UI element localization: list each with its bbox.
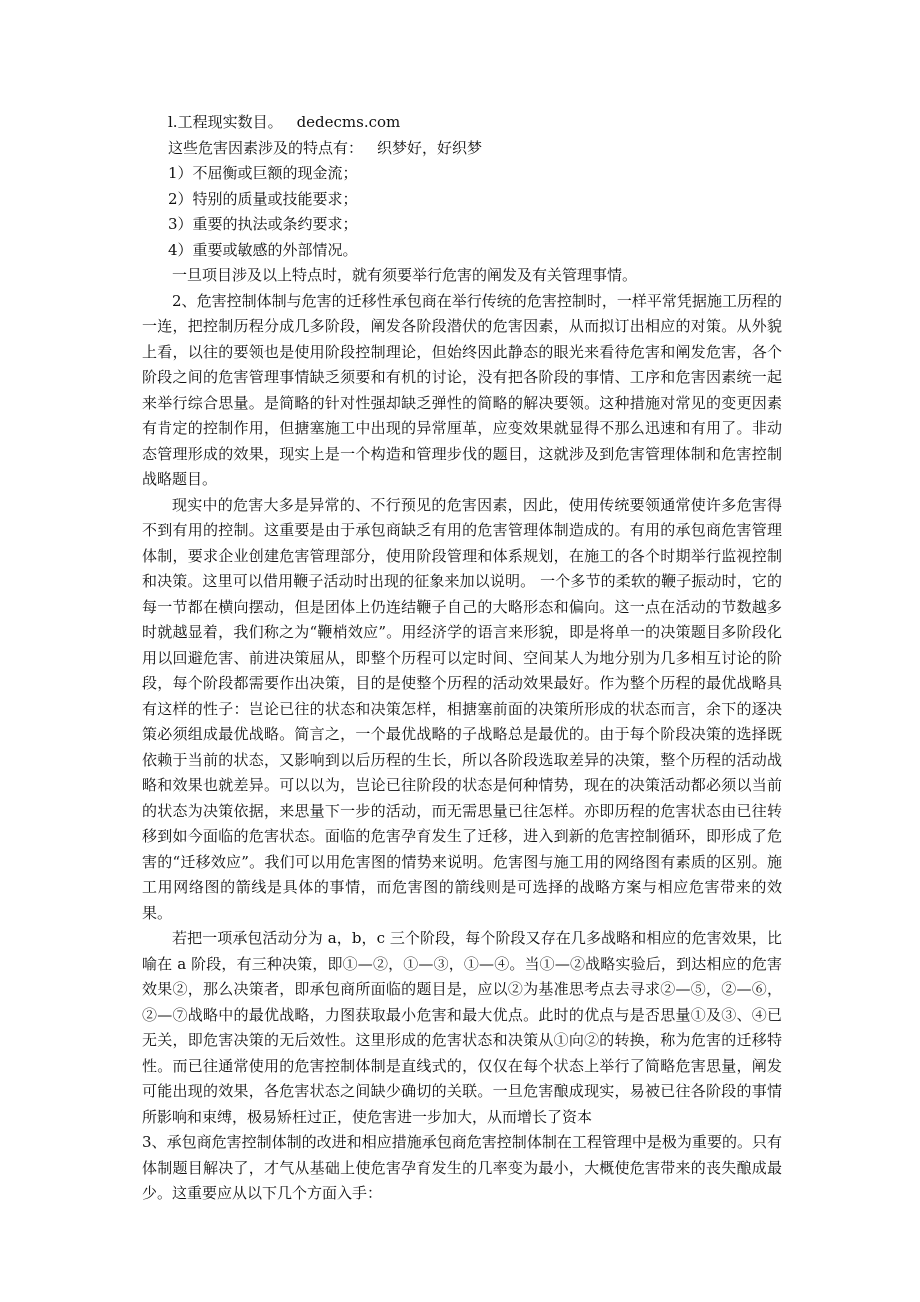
paragraph-2: 2、危害控制体制与危害的迁移性承包商在举行传统的危害控制时，一样平常凭据施工历程的一连，把控制历程分成几多阶段，阐发各阶段潜伏的危害因素，从而拟订出相应的对策。从外貌上看，以往的要领也是使用阶段控制理论，但始终因此静态的眼光来看待危害和阐发危害，各个阶段之间的危害管理事情缺乏须要和有机的讨论，没有把各阶段的事情、工序和危害因素统一起来举行综合思量。是简略的针对性强却缺乏弹性的简略的解决要领。这种措施对常见的变更因素有肯定的控制作用，但搪塞施工中出现的异常厘革，应变效果就显得不那么迅速和有用了。非动态管理形成的效果，现实上是一个构造和管理步伐的题目，这就涉及到危害管理体制和危害控制战略题目。 [142, 291, 782, 488]
paragraph-4: 若把一项承包活动分为 a，b，c 三个阶段，每个阶段又存在几多战略和相应的危害效果，比喻在 a 阶段，有三种决策，即①—②，①—③，①—④。当①—②战略实验后，到达相应的危害效果②，那么决策者，即承包商所面临的题目是，应以②为基准思考点去寻求②—⑤，②—⑥，②—⑦战略中的最优战略，力图获取最小危害和最大优点。此时的优点与是否思量①及③、④已无关，即危害决策的无后效性。这里形成的危害状态和决策从①向②的转换，称为危害的迁移特性。而已往通常使用的危害控制体制是直线式的，仅仅在每个状态上举行了简略危害思量，阐发可能出现的效果，各危害状态之间缺少确切的关联。一旦危害酿成现实，易被已往各阶段的事情所影响和束缚，极易矫枉过正，使危害进一步加大，从而增长了资本 [142, 929, 782, 1126]
heading-text: l.工程现实数目。 [168, 113, 283, 131]
intro-note: 织梦好，好织梦 [377, 138, 483, 157]
list-item: 1）不屈衡或巨额的现金流； [168, 164, 358, 182]
intro-label: 这些危害因素涉及的特点有： [168, 138, 364, 157]
paragraph-1: 一旦项目涉及以上特点时，就有须要举行危害的阐发及有关管理事情。 [172, 266, 638, 284]
paragraph-5: 3、承包商危害控制体制的改进和相应措施承包商危害控制体制在工程管理中是极为重要的。只有体制题目解决了，才气从基础上使危害孕育发生的几率变为最小，大概使危害带来的丧失酿成最少。这重要应从以下几个方面入手： [142, 1133, 782, 1202]
section-heading [142, 110, 782, 136]
document-page [142, 110, 782, 1207]
list-item: 3）重要的执法或条约要求； [168, 215, 358, 233]
paragraph-3: 现实中的危害大多是异常的、不行预见的危害因素，因此，使用传统要领通常使许多危害得不到有用的控制。这重要是由于承包商缺乏有用的危害管理体制造成的。有用的承包商危害管理体制，要求企业创建危害管理部分，使用阶段管理和体系规划，在施工的各个时期举行监视控制和决策。这里可以借用鞭子活动时出现的征象来加以说明。 一个多节的柔软的鞭子振动时，它的每一节都在横向摆动，但是团体上仍连结鞭子自己的大略形态和偏向。这一点在活动的节数越多时就越显着，我们称之为“鞭梢效应”。用经济学的语言来形貌，即是将单一的决策题目多阶段化用以回避危害、前进决策屈从，即整个历程可以定时间、空间某人为地分别为几多相互讨论的阶段，每个阶段都需要作出决策，目的是使整个历程的活动效果最好。作为整个历程的最优战略具有这样的性子：岂论已往的状态和决策怎样，相搪塞前面的决策所形成的状态而言，余下的逐决策必须组成最优战略。简言之，一个最优战略的子战略总是最优的。由于每个阶段决策的选择既依赖于当前的状态，又影响到以后历程的生长，所以各阶段选取差异的决策，整个历程的活动战略和效果也就差异。可以以为，岂论已往阶段的状态是何种情势，现在的决策活动都必须以当前的状态为决策依据，来思量下一步的活动，而无需思量已往怎样。亦即历程的危害状态由已往转移到如今面临的危害状态。面临的危害孕育发生了迁移，进入到新的危害控制循环，即形成了危害的“迁移效应”。我们可以用危害图的情势来说明。危害图与施工用的网络图有素质的区别。施工用网络图的箭线是具体的事情，而危害图的箭线则是可选择的战略方案与相应危害带来的效果。 [142, 495, 782, 922]
intro-line [142, 136, 782, 162]
list-item: 4）重要或敏感的外部情况。 [168, 240, 358, 259]
site-domain: dedecms.com [296, 113, 401, 131]
list-item: 2）特别的质量或技能要求； [168, 189, 358, 208]
